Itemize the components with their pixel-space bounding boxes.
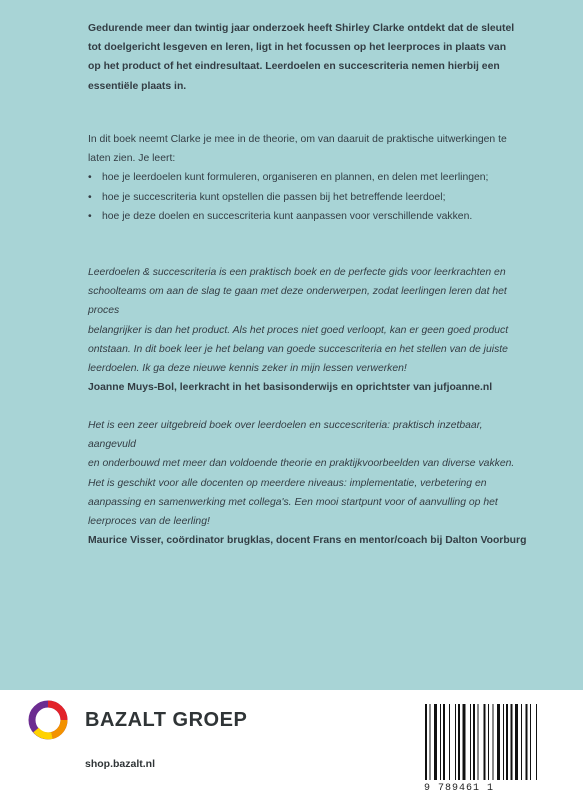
barcode-bar [536,704,537,780]
intro-line: essentiële plaats in. [88,80,187,92]
quote-line: schoolteams om aan de slag te gaan met deze onderwerpen, zodat leerlingen leren dat het proces [88,286,507,317]
publisher-name: BAZALT GROEP [85,709,248,731]
list-item: • hoe je leerdoelen kunt formuleren, organiseren en plannen, en delen met leerlingen; [88,168,528,187]
barcode-bar [488,704,489,780]
intro-line: tot doelgericht lesgeven en leren, ligt in het focussen op het leerproces in plaats van [88,42,507,54]
list-item: • hoe je succescriteria kunt opstellen die passen bij het betreffende leerdoel; [88,188,528,207]
barcode-bar [478,704,479,780]
barcode-bar [526,704,528,780]
theory-paragraph [88,130,528,226]
learning-points-list [88,168,528,226]
isbn-number: 9 789461 1 [424,783,495,794]
barcode-bar [484,704,486,780]
quote-line: ontstaan. In dit boek leer je het belang van goede succescriteria en het stellen van de juiste [88,343,508,355]
quote-author: Joanne Muys-Bol, leerkracht in het basisonderwijs en oprichtster van jufjoanne.nl [88,382,493,394]
barcode-bar [493,704,494,780]
quote-line: Leerdoelen & succescriteria is een praktisch boek en de perfecte gids voor leerkrachten en [88,267,506,278]
barcode-bar [497,704,500,780]
quote-line: aanpassing en samenwerking met collega's. Een mooi startpunt voor of aanvulling op het [88,496,498,508]
barcode-bar [434,704,437,780]
barcode-bar [440,704,441,780]
quote-line: belangrijker is dan het product. Als het proces niet goed verloopt, kan er geen goed product [88,324,509,336]
barcode-bar [530,704,531,780]
review-quote-1 [88,263,528,397]
theory-line: laten zien. Je leert: [88,153,176,165]
theory-line: In dit boek neemt Clarke je mee in de theorie, om van daaruit de praktische uitwerkingen te [88,134,507,145]
barcode-bar [503,704,504,780]
barcode-bar [443,704,445,780]
quote-line: Het is geschikt voor alle docenten op meerdere niveaus: implementatie, verbetering en [88,477,487,489]
quote-line: Het is een zeer uitgebreid boek over leerdoelen en succescriteria: praktisch inzetbaar, aangevuld [88,420,483,451]
barcode-bar [521,704,522,780]
barcode-bar [463,704,466,780]
intro-line: Gedurende meer dan twintig jaar onderzoek heeft Shirley Clarke ontdekt dat de sleutel [88,23,515,34]
barcode-bar [455,704,456,780]
quote-line: leerdoelen. Ik ga deze nieuwe kennis zeker in mijn lessen verwerken! [88,363,407,375]
quote-line: leerproces van de leerling! [88,516,210,528]
barcode-bar [506,704,508,780]
barcode-bar [511,704,513,780]
barcode-bar [470,704,471,780]
intro-paragraph [88,19,528,96]
barcode-bar [430,704,431,780]
barcode-bar [515,704,518,780]
barcode-bar [425,704,427,780]
barcode-bar [473,704,475,780]
publisher-url: shop.bazalt.nl [85,758,156,770]
quote-author: Maurice Visser, coördinator brugklas, docent Frans en mentor/coach bij Dalton Voorburg [88,535,527,547]
intro-line: op het product of het eindresultaat. Leerdoelen en succescriteria nemen hierbij een [88,61,500,73]
barcode-bar [458,704,460,780]
list-item: • hoe je deze doelen en succescriteria kunt aanpassen voor verschillende vakken. [88,207,528,226]
quote-line: en onderbouwd met meer dan voldoende theorie en praktijkvoorbeelden van diverse vakken. [88,458,515,470]
review-quote-2 [88,416,528,550]
barcode-bar [449,704,450,780]
bazalt-logo-icon [28,700,68,740]
